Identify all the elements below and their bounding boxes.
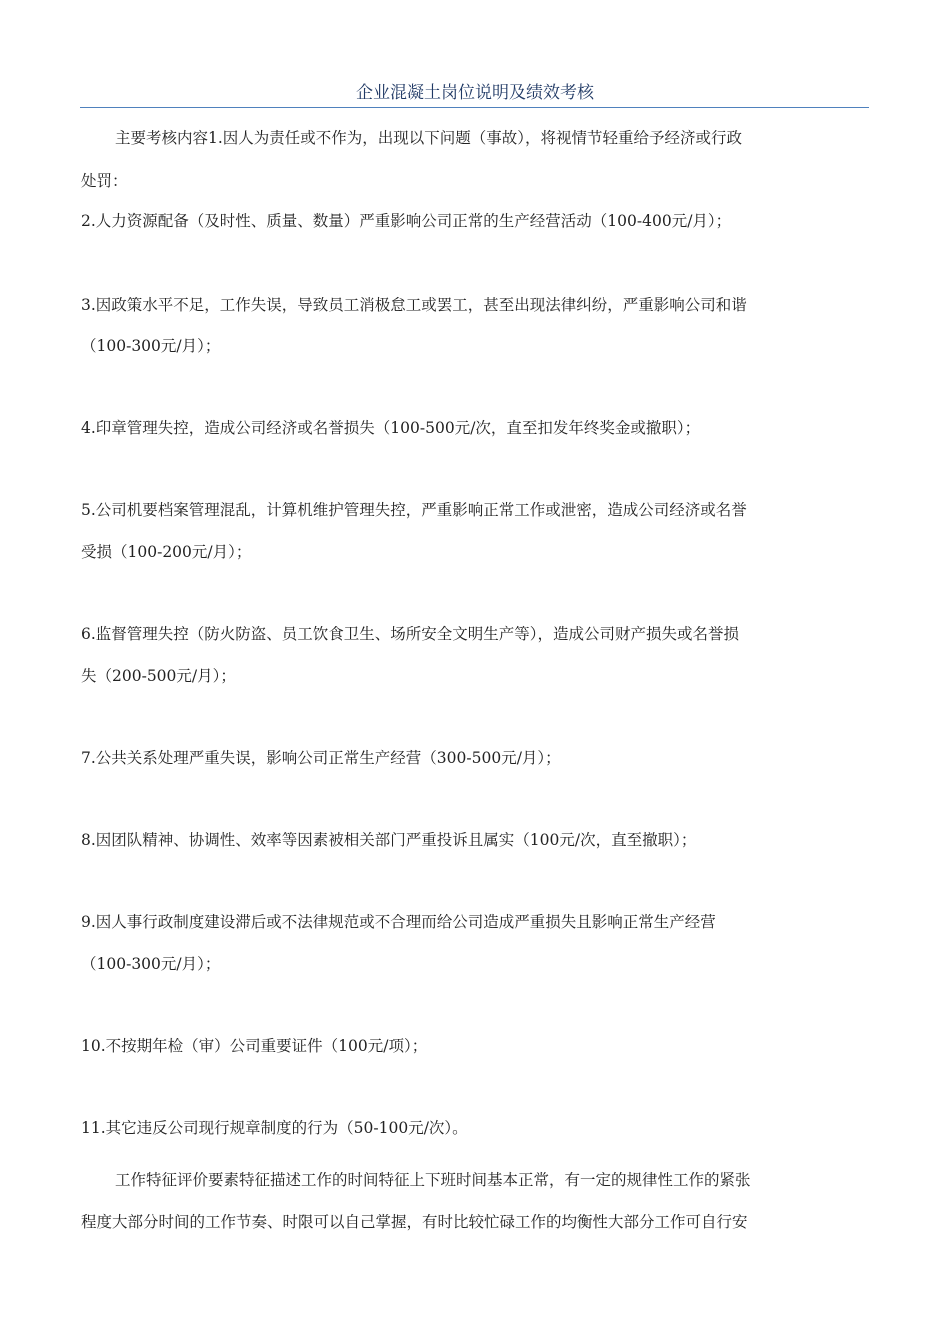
paragraph-line: 主要考核内容1.因人为责任或不作为，出现以下问题（事故），将视情节轻重给予经济或行政: [115, 129, 743, 147]
list-item-5: 5.公司机要档案管理混乱，计算机维护管理失控，严重影响正常工作或泄密，造成公司经济或名誉: [81, 501, 747, 519]
paragraph-line: 处罚：: [81, 172, 128, 190]
list-item-9: 9.因人事行政制度建设滞后或不法律规范或不合理而给公司造成严重损失且影响正常生产经营: [81, 913, 716, 931]
header-divider: [80, 107, 869, 108]
list-item-4: 4.印章管理失控，造成公司经济或名誉损失（100-500元/次，直至扣发年终奖金或撤职）；: [81, 419, 701, 437]
list-item-10: 10.不按期年检（审）公司重要证件（100元/项）；: [81, 1037, 428, 1055]
list-item-5-cont: 受损（100-200元/月）；: [81, 543, 252, 561]
list-item-11: 11.其它违反公司现行规章制度的行为（50-100元/次）。: [81, 1119, 468, 1137]
page-header-title: 企业混凝土岗位说明及绩效考核: [356, 83, 594, 103]
list-item-2: 2.人力资源配备（及时性、质量、数量）严重影响公司正常的生产经营活动（100-400元/月）；: [81, 212, 732, 230]
paragraph-line: 程度大部分时间的工作节奏、时限可以自己掌握，有时比较忙碌工作的均衡性大部分工作可自行安: [81, 1213, 748, 1231]
list-item-8: 8.因团队精神、协调性、效率等因素被相关部门严重投诉且属实（100元/次，直至撤职）；: [81, 831, 697, 849]
list-item-3: 3.因政策水平不足，工作失误，导致员工消极怠工或罢工，甚至出现法律纠纷，严重影响公司和谐: [81, 296, 747, 314]
list-item-3-cont: （100-300元/月）；: [81, 337, 221, 355]
list-item-7: 7.公共关系处理严重失误，影响公司正常生产经营（300-500元/月）；: [81, 749, 561, 767]
list-item-6-cont: 失（200-500元/月）；: [81, 667, 236, 685]
paragraph-line: 工作特征评价要素特征描述工作的时间特征上下班时间基本正常，有一定的规律性工作的紧张: [115, 1171, 751, 1189]
list-item-6: 6.监督管理失控（防火防盗、员工饮食卫生、场所安全文明生产等），造成公司财产损失或名誉损: [81, 625, 740, 643]
list-item-9-cont: （100-300元/月）；: [81, 955, 221, 973]
